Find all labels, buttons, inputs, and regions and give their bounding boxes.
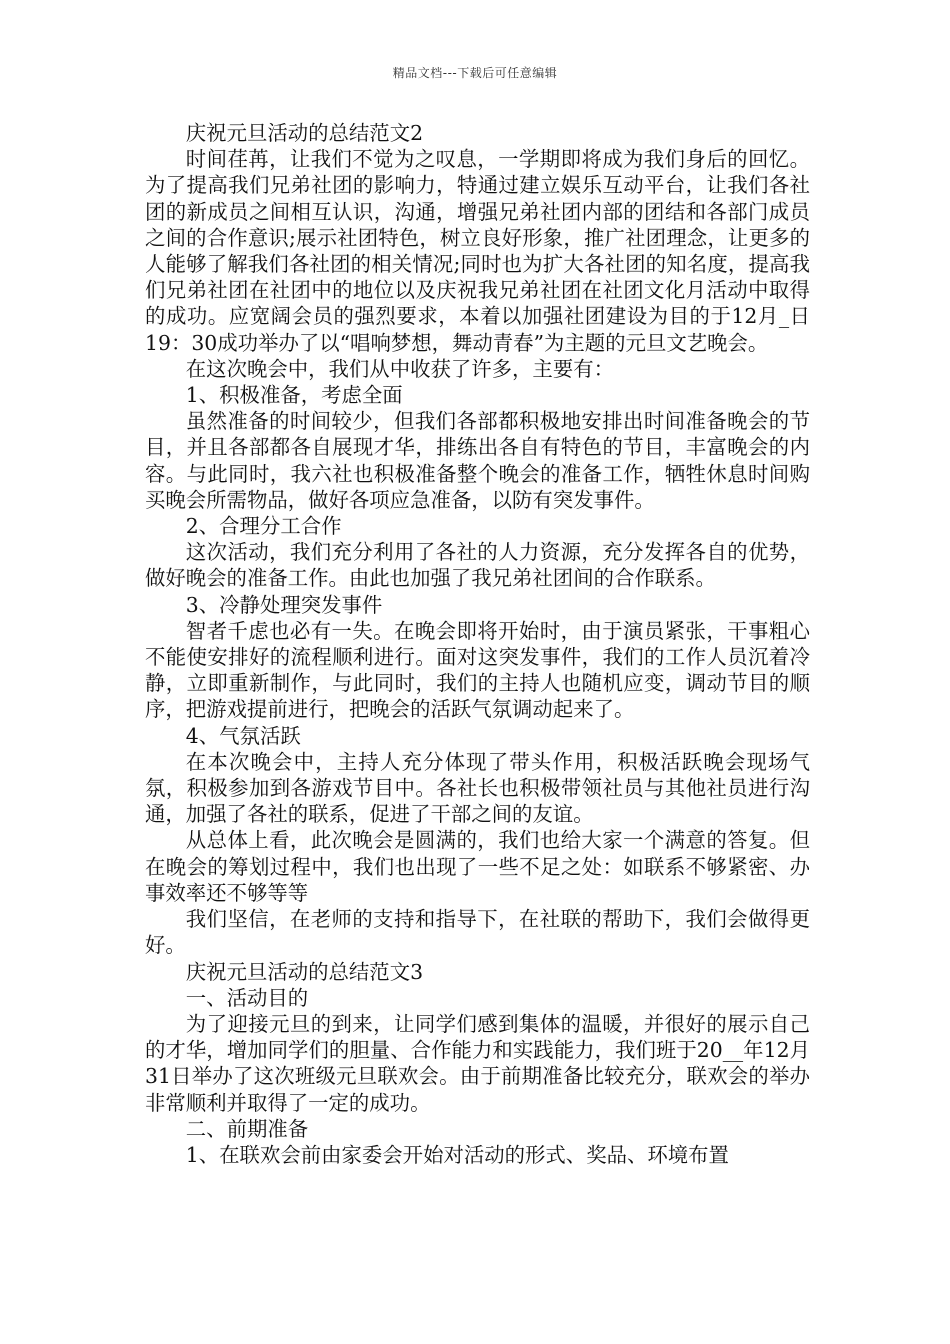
paragraph: 在这次晚会中，我们从中收获了许多，主要有：	[185, 356, 614, 381]
paragraph: 这次活动，我们充分利用了各社的人力资源，充分发挥各自的优势，做好晚会的准备工作。由此也加强了我兄弟社团间的合作联系。	[145, 540, 810, 591]
subheading: 2、合理分工合作	[185, 514, 342, 539]
subheading: 一、活动目的	[185, 985, 309, 1010]
subheading: 4、气氛活跃	[185, 723, 301, 748]
paragraph: 1、在联欢会前由家委会开始对活动的形式、奖品、环境布置	[185, 1142, 729, 1167]
paragraph: 从总体上看，此次晚会是圆满的，我们也给大家一个满意的答复。但在晚会的筹划过程中，我们也出现了一些不足之处：如联系不够紧密、办事效率还不够等等	[145, 828, 810, 905]
paragraph: 为了迎接元旦的到来，让同学们感到集体的温暖，并很好的展示自己的才华，增加同学们的胆量、合作能力和实践能力，我们班于20__年12月31日举办了这次班级元旦联欢会。由于前期准备比较充分，联欢会的举办非常顺利并取得了一定的成功。	[145, 1011, 810, 1115]
subheading: 3、冷静处理突发事件	[185, 592, 383, 617]
paragraph: 时间荏苒，让我们不觉为之叹息，一学期即将成为我们身后的回忆。为了提高我们兄弟社团的影响力，特通过建立娱乐互动平台，让我们各社团的新成员之间相互认识，沟通，增强兄弟社团内部的团结和各部门成员之间的合作意识;展示社团特色，树立良好形象，推广社团理念，让更多的人能够了解我们各社团的相关情况;同时也为扩大各社团的知名度，提高我们兄弟社团在社团中的地位以及庆祝我兄弟社团在社团文化月活动中取得的成功。应宽阔会员的强烈要求，本着以加强社团建设为目的于12月_日19：30成功举办了以“唱响梦想，舞动青春”为主题的元旦文艺晚会。	[145, 147, 810, 355]
paragraph: 智者千虑也必有一失。在晚会即将开始时，由于演员紧张，干事粗心不能使安排好的流程顺利进行。面对这突发事件，我们的工作人员沉着冷静，立即重新制作，与此同时，我们的主持人也随机应变，调动节目的顺序，把游戏提前进行，把晚会的活跃气氛调动起来了。	[145, 618, 810, 722]
paragraph: 我们坚信，在老师的支持和指导下，在社联的帮助下，我们会做得更好。	[145, 907, 810, 958]
section-title-2: 庆祝元旦活动的总结范文2	[185, 121, 424, 145]
paragraph: 在本次晚会中，主持人充分体现了带头作用，积极活跃晚会现场气氛，积极参加到各游戏节目中。各社长也积极带领社员与其他社员进行沟通，加强了各社的联系，促进了干部之间的友谊。	[145, 749, 810, 827]
document-body	[145, 120, 810, 1168]
page-header: 精品文档---下载后可任意编辑	[392, 66, 558, 80]
subheading: 1、积极准备，考虑全面	[185, 383, 403, 408]
subheading: 二、前期准备	[185, 1116, 309, 1141]
section-title-3: 庆祝元旦活动的总结范文3	[185, 959, 424, 984]
paragraph: 虽然准备的时间较少，但我们各部都积极地安排出时间准备晚会的节目，并且各部都各自展现才华，排练出各自有特色的节目，丰富晚会的内容。与此同时，我六社也积极准备整个晚会的准备工作，牺牲休息时间购买晚会所需物品，做好各项应急准备，以防有突发事件。	[145, 409, 810, 512]
